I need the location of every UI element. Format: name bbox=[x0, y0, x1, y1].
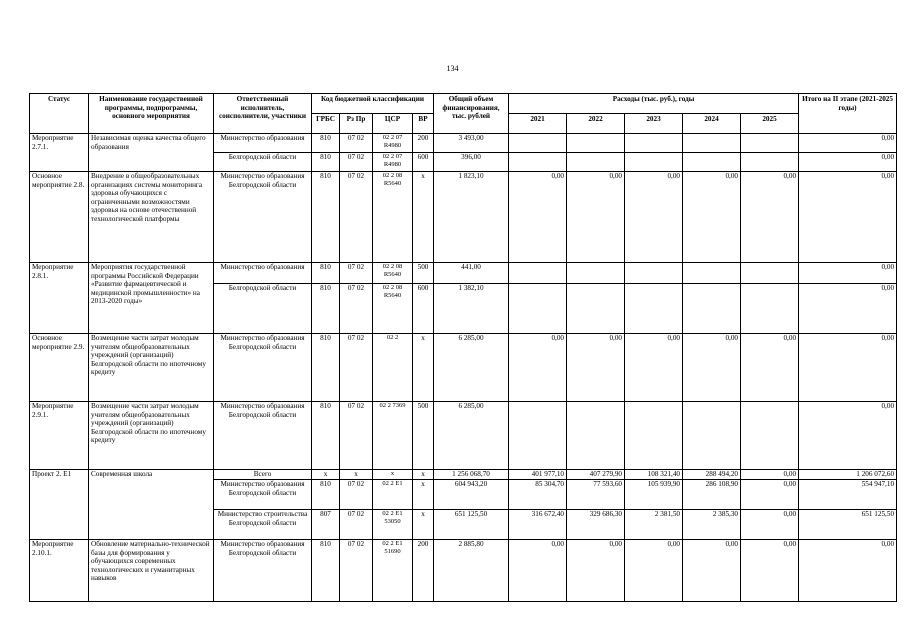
executor-cell: Министерство образования bbox=[214, 263, 312, 284]
executor-cell: Министерство образования Белгородской области bbox=[214, 480, 312, 510]
y2025-cell: 0,00 bbox=[741, 470, 799, 480]
name-cell: Возмещение части затрат молодым учителям общеобразовательных учреждений (организаций) Белгородской области по ипотечному кредиту bbox=[89, 334, 214, 402]
vr-cell: 200 bbox=[413, 540, 434, 602]
rz-cell: 07 02 bbox=[340, 540, 373, 602]
table-row bbox=[30, 334, 897, 402]
y2023-cell: 0,00 bbox=[625, 334, 683, 402]
header-status: Статус bbox=[30, 94, 89, 134]
rz-cell: 07 02 bbox=[340, 284, 373, 334]
itogo-cell: 0,00 bbox=[799, 402, 897, 470]
csr-cell: 02 2 07 R4980 bbox=[373, 134, 413, 153]
itogo-cell: 1 206 072,60 bbox=[799, 470, 897, 480]
grbs-cell: 810 bbox=[312, 402, 340, 470]
status-cell: Основное мероприятие 2.9. bbox=[30, 334, 89, 402]
executor-cell: Министерство образования Белгородской области bbox=[214, 402, 312, 470]
csr-cell: x bbox=[373, 470, 413, 480]
grbs-cell: 807 bbox=[312, 510, 340, 540]
vr-cell: x bbox=[413, 172, 434, 263]
executor-cell: Министерство образования bbox=[214, 134, 312, 153]
total-cell: 6 285,00 bbox=[434, 334, 509, 402]
status-cell: Основное мероприятие 2.8. bbox=[30, 172, 89, 263]
itogo-cell: 0,00 bbox=[799, 334, 897, 402]
total-cell: 1 382,10 bbox=[434, 284, 509, 334]
page-number: 134 bbox=[446, 64, 459, 73]
y2022-cell: 0,00 bbox=[567, 334, 625, 402]
y2022-cell: 407 279,90 bbox=[567, 470, 625, 480]
table-row bbox=[30, 540, 897, 602]
budget-table bbox=[29, 93, 897, 602]
y2023-cell: 2 381,50 bbox=[625, 510, 683, 540]
itogo-cell: 0,00 bbox=[799, 172, 897, 263]
table-row bbox=[30, 172, 897, 263]
total-cell: 6 285,00 bbox=[434, 402, 509, 470]
y2023-cell: 105 939,90 bbox=[625, 480, 683, 510]
header-2024: 2024 bbox=[683, 114, 741, 134]
y2024-cell: 0,00 bbox=[683, 172, 741, 263]
rz-cell: 07 02 bbox=[340, 510, 373, 540]
rz-cell: 07 02 bbox=[340, 402, 373, 470]
header-executor: Ответственный исполнитель, соисполнители, участники bbox=[214, 94, 312, 134]
status-cell: Мероприятие 2.8.1. bbox=[30, 263, 89, 334]
y2021-cell: 85 304,70 bbox=[509, 480, 567, 510]
grbs-cell: x bbox=[312, 470, 340, 480]
itogo-cell: 0,00 bbox=[799, 263, 897, 284]
grbs-cell: 810 bbox=[312, 284, 340, 334]
y2022-cell: 0,00 bbox=[567, 540, 625, 602]
csr-cell: 02 2 08 R5640 bbox=[373, 284, 413, 334]
name-cell: Обновление материально-технической базы для формирования у обучающихся современных технологических и гуманитарных навыков bbox=[89, 540, 214, 602]
csr-cell: 02 2 Е1 51690 bbox=[373, 540, 413, 602]
itogo-cell: 554 947,10 bbox=[799, 480, 897, 510]
rz-cell: 07 02 bbox=[340, 263, 373, 284]
header-2021: 2021 bbox=[509, 114, 567, 134]
table-row bbox=[30, 134, 897, 153]
vr-cell: x bbox=[413, 334, 434, 402]
executor-cell: Министерство образования Белгородской области bbox=[214, 172, 312, 263]
total-cell: 651 125,50 bbox=[434, 510, 509, 540]
total-cell: 1 256 068,70 bbox=[434, 470, 509, 480]
status-cell: Мероприятие 2.10.1. bbox=[30, 540, 89, 602]
y2024-cell: 2 385,30 bbox=[683, 510, 741, 540]
y2021-cell: 0,00 bbox=[509, 172, 567, 263]
itogo-cell: 0,00 bbox=[799, 134, 897, 153]
y2024-cell: 288 494,20 bbox=[683, 470, 741, 480]
executor-cell: Всего bbox=[214, 470, 312, 480]
header-rz: Рз Пр bbox=[340, 114, 373, 134]
y2022-cell: 329 686,30 bbox=[567, 510, 625, 540]
y2022-cell: 77 593,60 bbox=[567, 480, 625, 510]
header-vr: ВР bbox=[413, 114, 434, 134]
vr-cell: x bbox=[413, 510, 434, 540]
total-cell: 604 943,20 bbox=[434, 480, 509, 510]
y2025-cell: 0,00 bbox=[741, 172, 799, 263]
header-budget-code: Код бюджетной классификации bbox=[312, 94, 434, 114]
vr-cell: 200 bbox=[413, 134, 434, 153]
y2023-cell: 108 321,40 bbox=[625, 470, 683, 480]
header-name: Наименование государственной программы, подпрограммы, основного мероприятия bbox=[89, 94, 214, 134]
grbs-cell: 810 bbox=[312, 263, 340, 284]
csr-cell: 02 2 bbox=[373, 334, 413, 402]
grbs-cell: 810 bbox=[312, 334, 340, 402]
rz-cell: 07 02 bbox=[340, 334, 373, 402]
header-2025: 2025 bbox=[741, 114, 799, 134]
total-cell: 1 823,10 bbox=[434, 172, 509, 263]
y2025-cell: 0,00 bbox=[741, 334, 799, 402]
total-cell: 3 493,00 bbox=[434, 134, 509, 153]
y2024-cell: 286 108,90 bbox=[683, 480, 741, 510]
rz-cell: 07 02 bbox=[340, 153, 373, 172]
grbs-cell: 810 bbox=[312, 480, 340, 510]
csr-cell: 02 2 Е1 bbox=[373, 480, 413, 510]
status-cell: Мероприятие 2.9.1. bbox=[30, 402, 89, 470]
y2022-cell: 0,00 bbox=[567, 172, 625, 263]
grbs-cell: 810 bbox=[312, 134, 340, 153]
rz-cell: x bbox=[340, 470, 373, 480]
status-cell: Проект 2. Е1 bbox=[30, 470, 89, 540]
header-expenses: Расходы (тыс. руб.), годы bbox=[509, 94, 799, 114]
rz-cell: 07 02 bbox=[340, 480, 373, 510]
vr-cell: 500 bbox=[413, 263, 434, 284]
table-row bbox=[30, 263, 897, 284]
name-cell: Возмещение части затрат молодым учителям общеобразовательных учреждений (организаций) Белгородской области по ипотечному кредиту bbox=[89, 402, 214, 470]
rz-cell: 07 02 bbox=[340, 172, 373, 263]
y2023-cell: 0,00 bbox=[625, 172, 683, 263]
csr-cell: 02 2 7369 bbox=[373, 402, 413, 470]
name-cell: Внедрение в общеобразовательных организациях системы мониторинга здоровья обучающихся с ограниченными возможностями здоровья на основе отечественной технологической платформы bbox=[89, 172, 214, 263]
itogo-cell: 0,00 bbox=[799, 540, 897, 602]
name-cell: Современная школа bbox=[89, 470, 214, 540]
csr-cell: 02 2 07 R4980 bbox=[373, 153, 413, 172]
itogo-cell: 0,00 bbox=[799, 153, 897, 172]
itogo-cell: 0,00 bbox=[799, 284, 897, 334]
executor-cell: Белгородской области bbox=[214, 284, 312, 334]
y2025-cell: 0,00 bbox=[741, 540, 799, 602]
vr-cell: 500 bbox=[413, 402, 434, 470]
name-cell: Независимая оценка качества общего образования bbox=[89, 134, 214, 172]
total-cell: 441,00 bbox=[434, 263, 509, 284]
y2021-cell: 401 977,10 bbox=[509, 470, 567, 480]
header-2023: 2023 bbox=[625, 114, 683, 134]
vr-cell: x bbox=[413, 470, 434, 480]
y2025-cell: 0,00 bbox=[741, 480, 799, 510]
status-cell: Мероприятие 2.7.1. bbox=[30, 134, 89, 172]
vr-cell: 600 bbox=[413, 284, 434, 334]
grbs-cell: 810 bbox=[312, 540, 340, 602]
itogo-cell: 651 125,50 bbox=[799, 510, 897, 540]
vr-cell: x bbox=[413, 480, 434, 510]
header-itogo: Итого на II этапе (2021-2025 годы) bbox=[799, 94, 897, 134]
total-cell: 2 885,80 bbox=[434, 540, 509, 602]
csr-cell: 02 2 Е1 53050 bbox=[373, 510, 413, 540]
rz-cell: 07 02 bbox=[340, 134, 373, 153]
csr-cell: 02 2 08 R5640 bbox=[373, 172, 413, 263]
header-2022: 2022 bbox=[567, 114, 625, 134]
y2024-cell: 0,00 bbox=[683, 540, 741, 602]
total-cell: 396,00 bbox=[434, 153, 509, 172]
grbs-cell: 810 bbox=[312, 172, 340, 263]
executor-cell: Белгородской области bbox=[214, 153, 312, 172]
table-row bbox=[30, 402, 897, 470]
executor-cell: Министерство строительства Белгородской области bbox=[214, 510, 312, 540]
table-row bbox=[30, 470, 897, 480]
name-cell: Мероприятия государственной программы Российской Федерации «Развитие фармацевтической и медицинской промышленности» на 2013-2020 годы» bbox=[89, 263, 214, 334]
header-csr: ЦСР bbox=[373, 114, 413, 134]
header-grbs: ГРБС bbox=[312, 114, 340, 134]
grbs-cell: 810 bbox=[312, 153, 340, 172]
y2025-cell: 0,00 bbox=[741, 510, 799, 540]
y2021-cell: 0,00 bbox=[509, 540, 567, 602]
executor-cell: Министерство образования Белгородской области bbox=[214, 334, 312, 402]
vr-cell: 600 bbox=[413, 153, 434, 172]
executor-cell: Министерство образования Белгородской области bbox=[214, 540, 312, 602]
y2024-cell: 0,00 bbox=[683, 334, 741, 402]
header-total: Общий объем финансирования, тыс. рублей bbox=[434, 94, 509, 134]
y2021-cell: 316 672,40 bbox=[509, 510, 567, 540]
y2021-cell: 0,00 bbox=[509, 334, 567, 402]
header-row-1 bbox=[30, 94, 897, 114]
csr-cell: 02 2 08 R5640 bbox=[373, 263, 413, 284]
y2023-cell: 0,00 bbox=[625, 540, 683, 602]
